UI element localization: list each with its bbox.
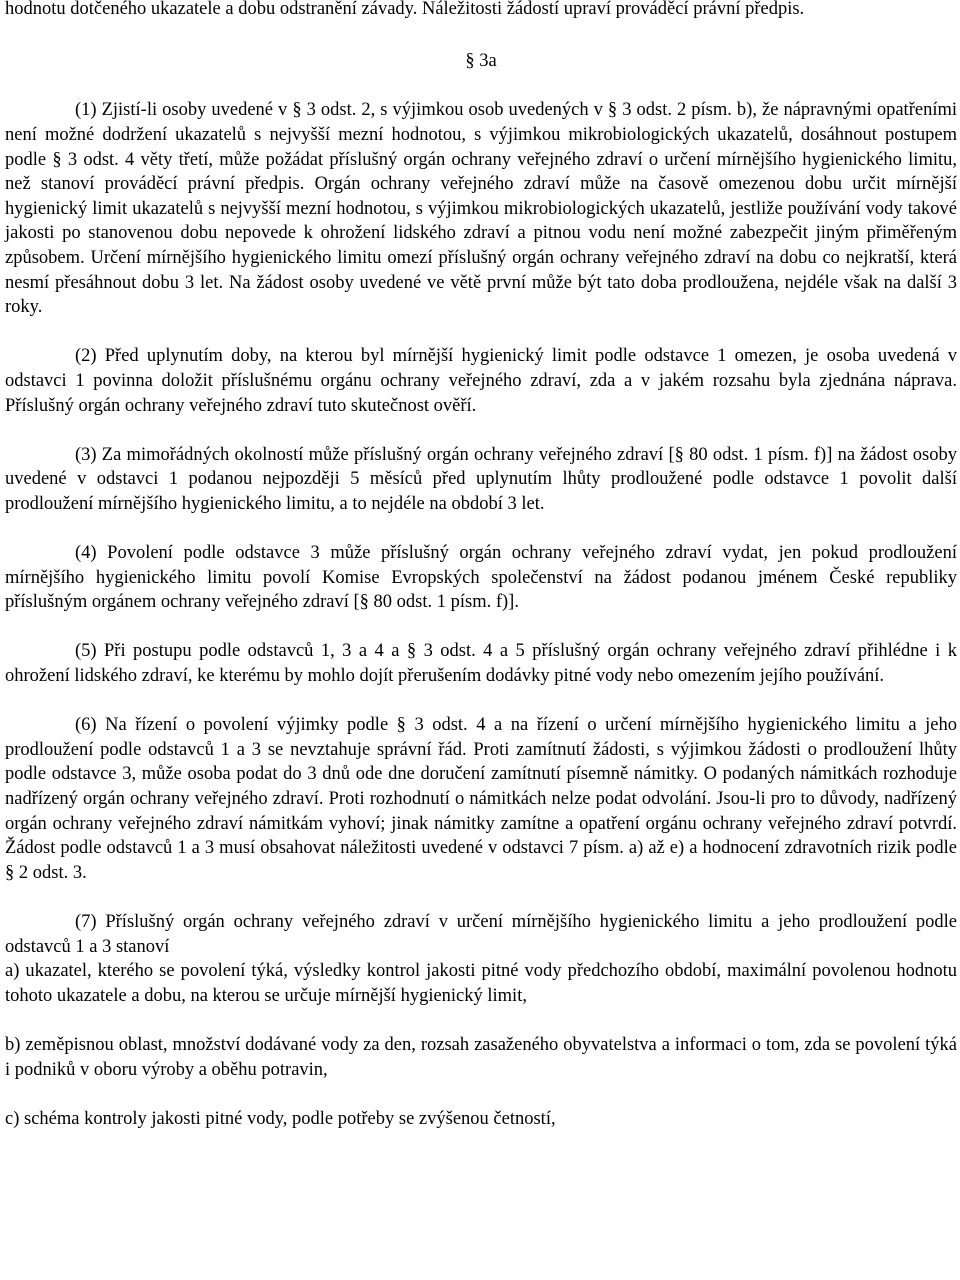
lead-text: hodnotu dotčeného ukazatele a dobu odstranění závady. Náležitosti žádostí upraví prováděcí právní předpis. bbox=[5, 0, 805, 19]
spacer bbox=[5, 1082, 957, 1107]
list-item-a: a) ukazatel, kterého se povolení týká, výsledky kontrol jakosti pitné vody předchozího období, maximální povolenou hodnotu tohoto ukazatele a dobu, na kterou se určuje mírnější hygienický limit, bbox=[5, 961, 957, 1006]
spacer bbox=[5, 74, 957, 99]
document-page bbox=[5, 0, 957, 1131]
paragraph-3: (3) Za mimořádných okolností může příslušný orgán ochrany veřejného zdraví [§ 80 odst. 1 písm. f)] na žádost osoby uvedené v odstavci 1 podanou nejpozději 5 měsíců před uplynutím lhůty prodloužené podle odstavce 1 povolit další prodloužení mírnějšího hygienického limitu, a to nejdéle na období 3 let. bbox=[5, 444, 957, 514]
spacer bbox=[5, 1008, 957, 1033]
spacer bbox=[5, 689, 957, 714]
spacer bbox=[5, 615, 957, 640]
section-heading: § 3a bbox=[465, 51, 497, 72]
paragraph-5: (5) Při postupu podle odstavců 1, 3 a 4 a § 3 odst. 4 a 5 příslušný orgán ochrany veřejného zdraví přihlédne i k ohrožení lidského zdraví, ke kterému by mohlo dojít přerušením dodávky pitné vody nebo omezením jejího používání. bbox=[5, 641, 957, 687]
list-item-c: c) schéma kontroly jakosti pitné vody, podle potřeby se zvýšenou četností, bbox=[5, 1108, 556, 1129]
paragraph-2: (2) Před uplynutím doby, na kterou byl mírnější hygienický limit podle odstavce 1 omezen, je osoba uvedená v odstavci 1 povinna doložit příslušnému orgánu ochrany veřejného zdraví, zda a v jakém rozsahu byla zjednána náprava. Příslušný orgán ochrany veřejného zdraví tuto skutečnost ověří. bbox=[5, 346, 957, 416]
spacer bbox=[5, 320, 957, 345]
spacer bbox=[5, 418, 957, 443]
paragraph-4: (4) Povolení podle odstavce 3 může příslušný orgán ochrany veřejného zdraví vydat, jen pokud prodloužení mírnějšího hygienického limitu povolí Komise Evropských společenství na žádost podanou jménem České republiky příslušným orgánem ochrany veřejného zdraví [§ 80 odst. 1 písm. f)]. bbox=[5, 543, 957, 613]
spacer bbox=[5, 516, 957, 541]
list-item-b: b) zeměpisnou oblast, množství dodávané vody za den, rozsah zasaženého obyvatelstva a informaci o tom, zda se povolení týká i podniků v oboru výroby a oběhu potravin, bbox=[5, 1034, 957, 1080]
paragraph-6: (6) Na řízení o povolení výjimky podle § 3 odst. 4 a na řízení o určení mírnějšího hygienického limitu a jeho prodloužení podle odstavců 1 a 3 se nevztahuje správní řád. Proti zamítnutí žádosti, s výjimkou žádosti o prodloužení lhůty podle odstavce 3, může osoba podat do 3 dnů ode dne doručení zamítnutí písemně námitky. O podaných námitkách rozhoduje nadřízený orgán ochrany veřejného zdraví. Proti rozhodnutí o námitkách nelze podat odvolání. Jsou-li pro to důvody, nadřízený orgán ochrany veřejného zdraví námitkám vyhoví; jinak námitky zamítne a opatření orgánu ochrany veřejného zdraví potvrdí. Žádost podle odstavců 1 a 3 musí obsahovat náležitosti uvedené v odstavci 7 písm. a) až e) a hodnocení zdravotních rizik podle § 2 odst. 3. bbox=[5, 715, 957, 883]
spacer bbox=[5, 885, 957, 910]
spacer bbox=[5, 25, 957, 50]
paragraph-1: (1) Zjistí-li osoby uvedené v § 3 odst. 2, s výjimkou osob uvedených v § 3 odst. 2 písm. b), že nápravnými opatřeními není možné dodržení ukazatelů s nejvyšší mezní hodnotou, s výjimkou mikrobiologických ukazatelů, dosáhnout postupem podle § 3 odst. 4 věty třetí, může požádat příslušný orgán ochrany veřejného zdraví o určení mírnějšího hygienického limitu, než stanoví prováděcí právní předpis. Orgán ochrany veřejného zdraví může na časově omezenou dobu určit mírnější hygienický limit ukazatelů s nejvyšší mezní hodnotou, s výjimkou mikrobiologických ukazatelů, jestliže používání vody takové jakosti po stanovenou dobu nepovede k ohrožení lidského zdraví a pitnou vodu není možné zabezpečit jiným přiměřeným způsobem. Určení mírnějšího hygienického limitu omezí příslušný orgán ochrany veřejného zdraví na dobu co nejkratší, která nesmí přesáhnout dobu 3 let. Na žádost osoby uvedené ve větě první může být tato doba prodloužena, nejdéle však na další 3 roky. bbox=[5, 100, 957, 318]
paragraph-7: (7) Příslušný orgán ochrany veřejného zdraví v určení mírnějšího hygienického limitu a jeho prodloužení podle odstavců 1 a 3 stanoví bbox=[5, 911, 957, 957]
